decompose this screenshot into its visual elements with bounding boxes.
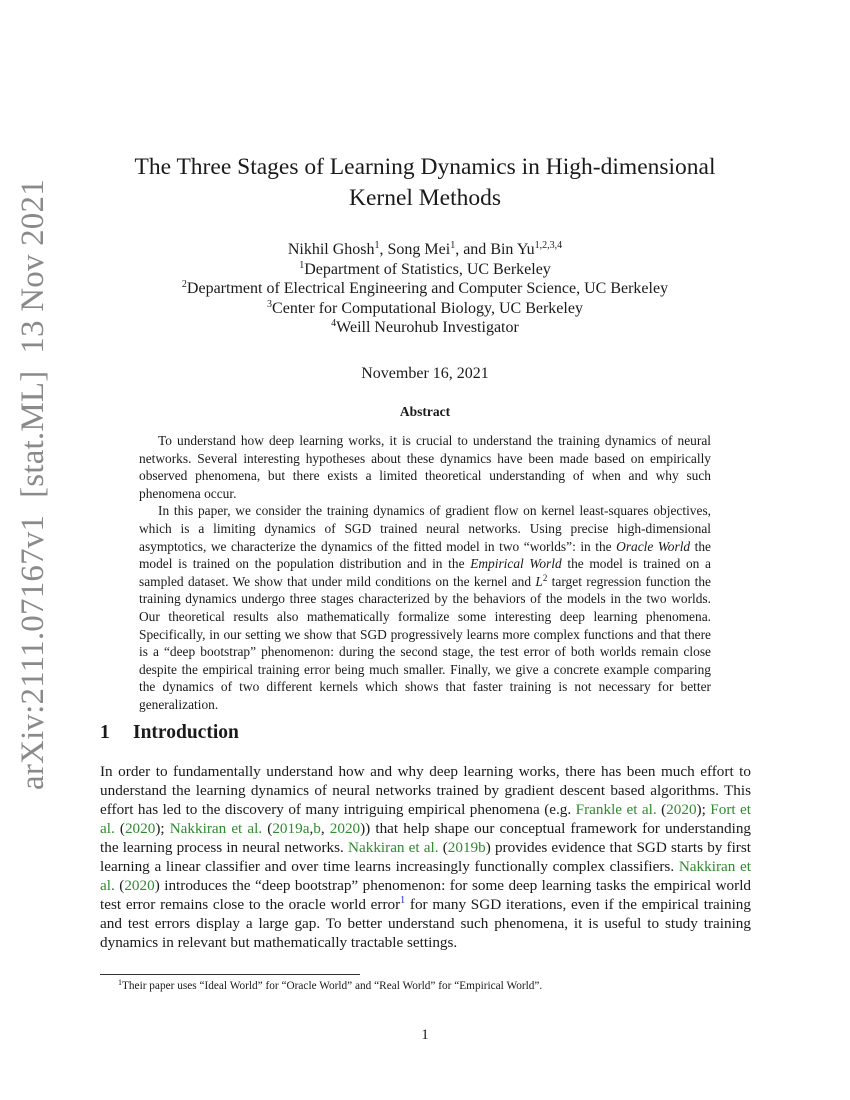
abstract-text: the model is trained on a sampled dataset. We show that under mild conditions on the kernel and	[139, 556, 711, 589]
affiliation-marker: 3	[267, 298, 273, 310]
citation-paren: )	[485, 839, 495, 856]
author-name: Nikhil Ghosh	[287, 241, 375, 258]
citation-paren: (	[656, 801, 667, 818]
oracle-world-term: Oracle World	[616, 538, 691, 554]
citation-year-link[interactable]: 2020	[666, 801, 697, 818]
citation-paren: ))	[360, 820, 376, 837]
intro-text: introduces the “deep bootstrap” phenomenon: for some deep learning tasks the empirical world test error remains close to the oracle world error	[100, 877, 752, 913]
citation-paren: (	[262, 820, 273, 837]
intro-text: for many SGD iterations, even if the empirical training and test errors display a large gap. To better understand such phenomena, it is useful to study training dynamics in relevant but mathematically tractable settings.	[100, 896, 751, 951]
author-name: Bin Yu	[490, 241, 535, 258]
introduction-paragraph	[100, 762, 751, 952]
affiliation-marker: 1	[299, 259, 305, 271]
citation-paren: )	[154, 877, 165, 894]
abstract-text: In this paper, we consider the training dynamics of gradient flow on kernel least-squares objectives, which is a limiting dynamics of SGD trained neural networks. Using precise high-dimensional asymptotics, we characterize the dynamics of the fitted model in two “worlds”: in the	[139, 503, 711, 554]
intro-text: provides evidence that SGD starts by first learning a linear classifier and over time learns increasingly functionally complex classifiers.	[100, 839, 751, 875]
citation-paren: (	[114, 877, 125, 894]
citation-year-link[interactable]: 2020	[329, 820, 361, 837]
citation-paren: );	[696, 801, 711, 818]
citation-link-nakkiran[interactable]: Nakkiran et al.	[169, 820, 263, 837]
publication-date: November 16, 2021	[361, 365, 489, 382]
affiliation-marker: 4	[331, 318, 337, 329]
affiliation	[100, 260, 750, 280]
citation-link-frankle[interactable]: Frankle et al.	[575, 801, 657, 818]
citation-link-nakkiran-2019b[interactable]: Nakkiran et al.	[348, 839, 439, 856]
affiliation-text: Department of Electrical Engineering and Computer Science, UC Berkeley	[186, 280, 669, 297]
footnote-number: 1	[118, 978, 122, 987]
abstract-text: target regression function the training dynamics undergo three stages characterized by the behaviors of the models in the two worlds. Our theoretical results also mathematically formalize some interesting deep learning phenomena. Specifically, in our setting we show that SGD progressively learns more complex functions and that there is a “deep bootstrap” phenomenon: during the second stage, the test error of both worlds remain close despite the empirical training error being much smaller. Finally, we give a concrete example comparing the dynamics of two different kernels which shows that faster training is not necessary for better generalization.	[139, 573, 711, 712]
author-affiliation-marker: 1	[450, 240, 456, 251]
author-list	[100, 240, 750, 260]
author-separator: ,	[379, 241, 388, 258]
section-number: 1	[100, 722, 110, 743]
abstract-paragraph-2	[139, 502, 711, 713]
page-number: 1	[421, 1027, 429, 1043]
affiliation-marker: 2	[181, 279, 187, 290]
citation-year-link[interactable]: 2019a	[272, 820, 310, 837]
l2-exponent: 2	[542, 572, 548, 583]
footnote-marker-link[interactable]: 1	[400, 895, 406, 906]
introduction-body	[100, 762, 751, 952]
footnote-text: Their paper uses “Ideal World” for “Oracle World” and “Real World” for “Empirical World”.	[122, 980, 543, 992]
citation-link-nakkiran-2020[interactable]: Nakkiran et al.	[100, 858, 752, 894]
section-heading-introduction	[100, 722, 239, 744]
affiliation	[100, 318, 750, 338]
paper-title	[100, 152, 750, 214]
affiliation-text: Weill Neurohub Investigator	[336, 319, 519, 336]
l2-symbol: L	[535, 573, 543, 589]
affiliation-text: Center for Computational Biology, UC Berkeley	[272, 299, 583, 317]
citation-paren: (	[438, 839, 448, 856]
intro-text: In order to fundamentally understand how and why deep learning works, there has been much effort to understand the learning dynamics of neural networks trained by gradient descent based algorithms. This effort has led to the discovery of many intriguing empirical phenomena (e.g.	[100, 763, 751, 818]
affiliation	[100, 299, 750, 319]
abstract-heading: Abstract	[399, 404, 451, 419]
abstract-body	[139, 432, 711, 714]
citation-separator: ,	[309, 820, 314, 837]
affiliation-text: Department of Statistics, UC Berkeley	[304, 260, 551, 278]
citation-paren: (	[114, 820, 125, 837]
empirical-world-term: Empirical World	[470, 556, 562, 572]
intro-text: that help shape our conceptual framework for understanding the learning process in neural networks.	[100, 820, 752, 856]
citation-year-link[interactable]: 2020	[124, 820, 156, 837]
author-block	[100, 240, 750, 338]
author-name: Song Mei	[387, 241, 451, 258]
affiliation	[100, 279, 750, 299]
abstract-paragraph-1: To understand how deep learning works, it is crucial to understand the training dynamics of neural networks. Several interesting hypotheses about these dynamics have been made based on empirically observed phenomena, but there exists a limited theoretical understanding of when and why such phenomena occur.	[139, 433, 711, 501]
author-separator: , and	[455, 241, 491, 258]
paper-title-line-1: The Three Stages of Learning Dynamics in High-dimensional	[134, 154, 716, 180]
paper-title-line-2: Kernel Methods	[348, 185, 502, 211]
citation-paren: );	[155, 820, 170, 837]
citation-link-fort[interactable]: Fort et al.	[100, 801, 752, 837]
author-affiliation-marker: 1,2,3,4	[534, 240, 563, 251]
citation-year-link[interactable]: 2020	[124, 877, 155, 894]
abstract-text: the model is trained on the population distribution and in the	[139, 538, 711, 572]
citation-year-link[interactable]: 2019b	[447, 839, 486, 856]
citation-year-link[interactable]: b	[313, 820, 321, 837]
citation-separator: ,	[320, 820, 330, 837]
footnote	[118, 979, 542, 993]
author-affiliation-marker: 1	[374, 240, 380, 251]
section-title: Introduction	[133, 722, 239, 743]
footnote-divider	[100, 974, 360, 975]
arxiv-identifier-stamp: arXiv:2111.07167v1 [stat.ML] 13 Nov 2021	[15, 179, 51, 790]
